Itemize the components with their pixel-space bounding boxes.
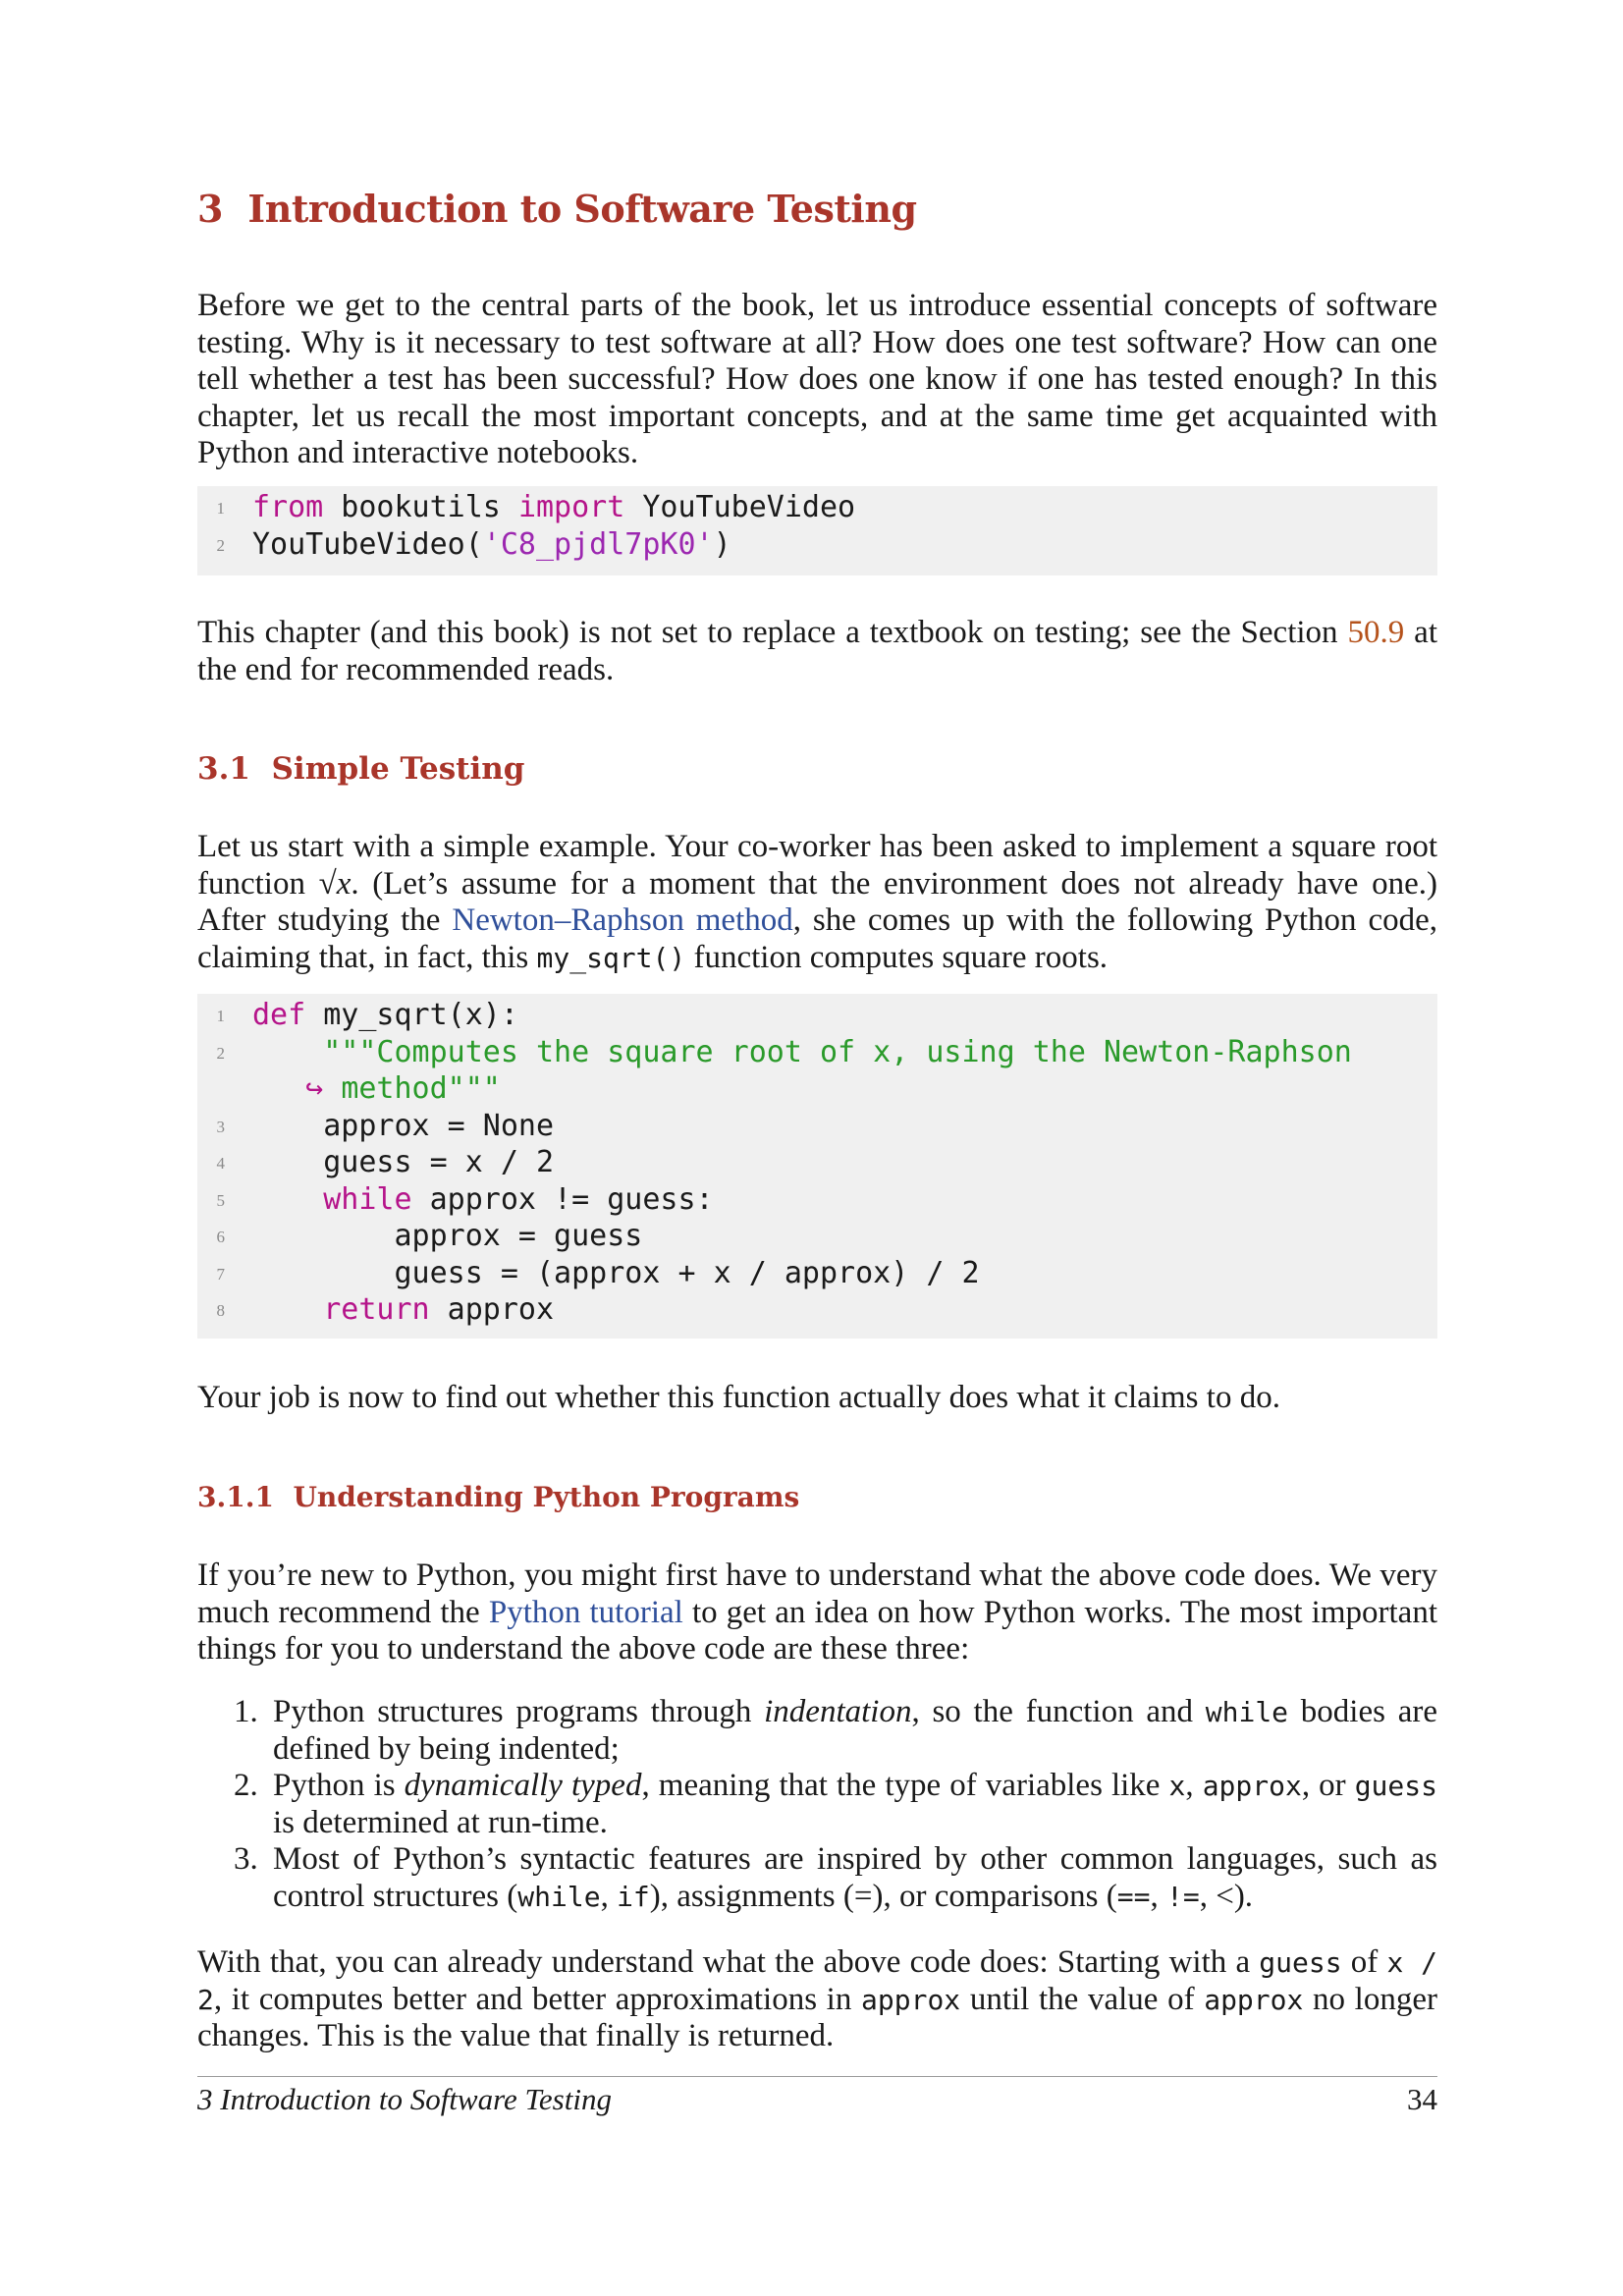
- code-text: [252, 1144, 554, 1181]
- code-line: [197, 1070, 1437, 1108]
- paragraph-example-text-2: . (Let’s assume for a moment that the environment does not already have one.) After studying the: [197, 865, 1437, 938]
- code-text: [252, 489, 855, 526]
- python-tutorial-link[interactable]: Python tutorial: [488, 1594, 683, 1630]
- code-line: [197, 1144, 1437, 1181]
- code-text: [252, 526, 731, 564]
- paragraph-example-text-4: function computes square roots.: [685, 939, 1109, 975]
- code-token: approx != guess:: [411, 1181, 714, 1217]
- code-text: [252, 1181, 714, 1219]
- paragraph-explanation-text: of: [1341, 1944, 1387, 1980]
- code-block-my-sqrt: [197, 994, 1437, 1339]
- code-token: guess = (approx + x / approx) / 2: [252, 1255, 980, 1290]
- chapter-heading: [197, 187, 917, 231]
- paragraph-explanation-text: , it computes better and better approximations in: [213, 1981, 862, 2017]
- inline-code: guess: [1259, 1946, 1342, 1979]
- code-line: [197, 1034, 1437, 1071]
- code-token: [252, 1292, 323, 1327]
- code-kw-token: return: [323, 1292, 430, 1327]
- code-cont-token: ↪: [252, 1071, 342, 1106]
- inline-code: x: [1168, 1770, 1186, 1802]
- emphasis-text: dynamically typed: [404, 1768, 642, 1803]
- subsection-number: 3.1.1: [197, 1481, 274, 1513]
- code-doc-token: """Computes the square root of x, using the Newton-Raphson: [252, 1034, 1352, 1069]
- code-kw-token: def: [252, 998, 306, 1032]
- inline-code: <: [1216, 1878, 1234, 1914]
- paragraph-job: Your job is now to find out whether this function actually does what it claims to do.: [197, 1380, 1280, 1415]
- line-number: 2: [216, 535, 225, 555]
- paragraph-python-intro-text-2: to get an idea on how Python works. The most important things for you to understand the above code are these three:: [197, 1594, 1437, 1667]
- code-token: YouTubeVideo(: [252, 526, 483, 562]
- code-token: approx = None: [252, 1108, 555, 1143]
- section-title: Simple Testing: [271, 751, 525, 787]
- emphasis-text: indentation: [764, 1694, 912, 1729]
- code-token: my_sqrt(x):: [305, 998, 518, 1032]
- inline-code: approx: [861, 1983, 961, 2016]
- list-text: , so the function and: [911, 1694, 1206, 1729]
- inline-code: !=: [1165, 1880, 1200, 1913]
- line-number: 3: [216, 1117, 225, 1136]
- paragraph-example-text-3: , she comes up with the following Python code, claiming that, in fact, this: [197, 902, 1438, 975]
- subsection-title: Understanding Python Programs: [293, 1481, 800, 1513]
- list-text: Python is: [273, 1768, 405, 1803]
- paragraph-explanation-text: With that, you can already understand what the above code does: Starting with a: [197, 1944, 1260, 1980]
- code-text: [252, 1108, 554, 1145]
- list-text: ,: [1185, 1768, 1203, 1803]
- list-text: ).: [1233, 1878, 1254, 1914]
- inline-code: if: [617, 1880, 650, 1913]
- code-block-import: [197, 486, 1437, 575]
- list-text: bodies are defined by being indented;: [273, 1694, 1437, 1767]
- code-text: [252, 1291, 554, 1329]
- inline-code-my-sqrt: my_sqrt(): [536, 941, 686, 974]
- line-number: 8: [216, 1301, 225, 1320]
- paragraph-explanation-text: no longer changes. This is the value that finally is returned.: [197, 1981, 1437, 2053]
- paragraph-python-intro: [197, 1558, 1437, 1668]
- paragraph-explanation: [197, 1944, 1437, 2055]
- code-token: approx: [429, 1292, 555, 1327]
- newton-raphson-link[interactable]: Newton–Raphson method: [452, 902, 793, 938]
- code-line: [197, 1181, 1437, 1219]
- chapter-title: Introduction to Software Testing: [247, 187, 917, 231]
- list-text: Most of Python’s syntactic features are inspired by other common languages, such as control structures (: [273, 1841, 1437, 1914]
- list-text: , meaning that the type of variables like: [641, 1768, 1169, 1803]
- inline-code: x / 2: [197, 1946, 1437, 2016]
- code-text: [252, 1034, 1352, 1071]
- footer-page-number: 34: [1407, 2082, 1437, 2116]
- code-token: approx = guess: [252, 1219, 643, 1253]
- paragraph-python-intro-text-1: If you’re new to Python, you might first have to understand what the above code does. We very much recommend the: [197, 1558, 1437, 1630]
- inline-code: approx: [1202, 1770, 1302, 1802]
- list-number: 3.: [234, 1841, 258, 1877]
- list-text: Python structures programs through: [273, 1694, 765, 1729]
- code-line: [197, 1108, 1437, 1145]
- line-number: 7: [216, 1264, 225, 1284]
- paragraph-explanation-text: until the value of: [960, 1981, 1205, 2017]
- numbered-list: [197, 1694, 1437, 1915]
- list-item: [197, 1694, 1437, 1768]
- paragraph-scope: [197, 615, 1437, 688]
- code-token: guess = x / 2: [252, 1145, 555, 1179]
- chapter-number: 3: [197, 187, 223, 231]
- code-kw-token: while: [323, 1181, 412, 1217]
- paragraph-scope-text-a: This chapter (and this book) is not set to replace a textbook on testing; see the Section: [197, 615, 1348, 650]
- line-number: 1: [216, 1007, 225, 1025]
- code-token: [252, 1182, 323, 1217]
- intro-paragraph: Before we get to the central parts of the book, let us introduce essential concepts of software testing. Why is it necessary to test software at all? How does one test software? How can one tell whether a test has been successful? How does one know if one has tested enough? In this chapter, let us recall the most important concepts, and at the same time get acquainted with Python and interactive notebooks.: [197, 288, 1437, 470]
- section-number: 3.1: [197, 751, 250, 787]
- paragraph-example: [197, 829, 1437, 976]
- list-item: [197, 1841, 1437, 1915]
- code-text: [252, 1255, 980, 1292]
- code-line: [197, 1218, 1437, 1255]
- code-text: [252, 1218, 642, 1255]
- footer-divider: [197, 2076, 1437, 2077]
- list-text: ,: [1150, 1878, 1166, 1914]
- code-kw-token: import: [517, 490, 625, 524]
- list-text: ), or comparisons (: [872, 1878, 1117, 1914]
- section-heading: [197, 751, 524, 787]
- code-line: [197, 526, 1437, 564]
- line-number: 5: [216, 1190, 225, 1210]
- inline-code: =: [853, 1878, 873, 1914]
- list-number: 1.: [234, 1694, 258, 1729]
- inline-code: approx: [1204, 1983, 1304, 2016]
- line-number: 2: [216, 1043, 225, 1063]
- code-doc-token: method""": [341, 1071, 501, 1106]
- inline-code: while: [517, 1880, 601, 1913]
- code-text: [252, 1070, 501, 1108]
- inline-code: ==: [1116, 1880, 1151, 1913]
- list-text: is determined at run-time.: [273, 1804, 608, 1840]
- line-number: 1: [216, 499, 225, 518]
- list-text: ,: [600, 1878, 618, 1914]
- line-number: 6: [216, 1228, 225, 1246]
- list-number: 2.: [234, 1768, 258, 1803]
- list-text: ,: [1199, 1878, 1217, 1914]
- code-token: YouTubeVideo: [624, 490, 856, 524]
- paragraph-scope-text-b: at the end for recommended reads.: [197, 615, 1437, 687]
- section-reference-link[interactable]: 50.9: [1347, 615, 1405, 650]
- subsection-heading: [197, 1481, 799, 1513]
- math-sqrt-x: √x: [318, 865, 352, 902]
- code-kw-token: from: [252, 490, 324, 524]
- inline-code: guess: [1354, 1770, 1437, 1802]
- code-token: ): [713, 526, 731, 562]
- footer-chapter-title: 3 Introduction to Software Testing: [197, 2082, 612, 2116]
- list-text: , or: [1301, 1768, 1355, 1803]
- code-line: [197, 489, 1437, 526]
- code-line: [197, 1291, 1437, 1329]
- code-line: [197, 1255, 1437, 1292]
- list-text: ), assignments (: [649, 1878, 854, 1914]
- code-text: [252, 997, 518, 1034]
- list-item: [197, 1768, 1437, 1841]
- line-number: 4: [216, 1154, 225, 1173]
- paragraph-example-text-1: Let us start with a simple example. Your co-worker has been asked to implement a square root function: [197, 829, 1437, 902]
- code-str-token: 'C8_pjdl7pK0': [482, 526, 714, 562]
- code-line: [197, 997, 1437, 1034]
- inline-code: while: [1205, 1696, 1289, 1728]
- code-token: bookutils: [323, 490, 518, 524]
